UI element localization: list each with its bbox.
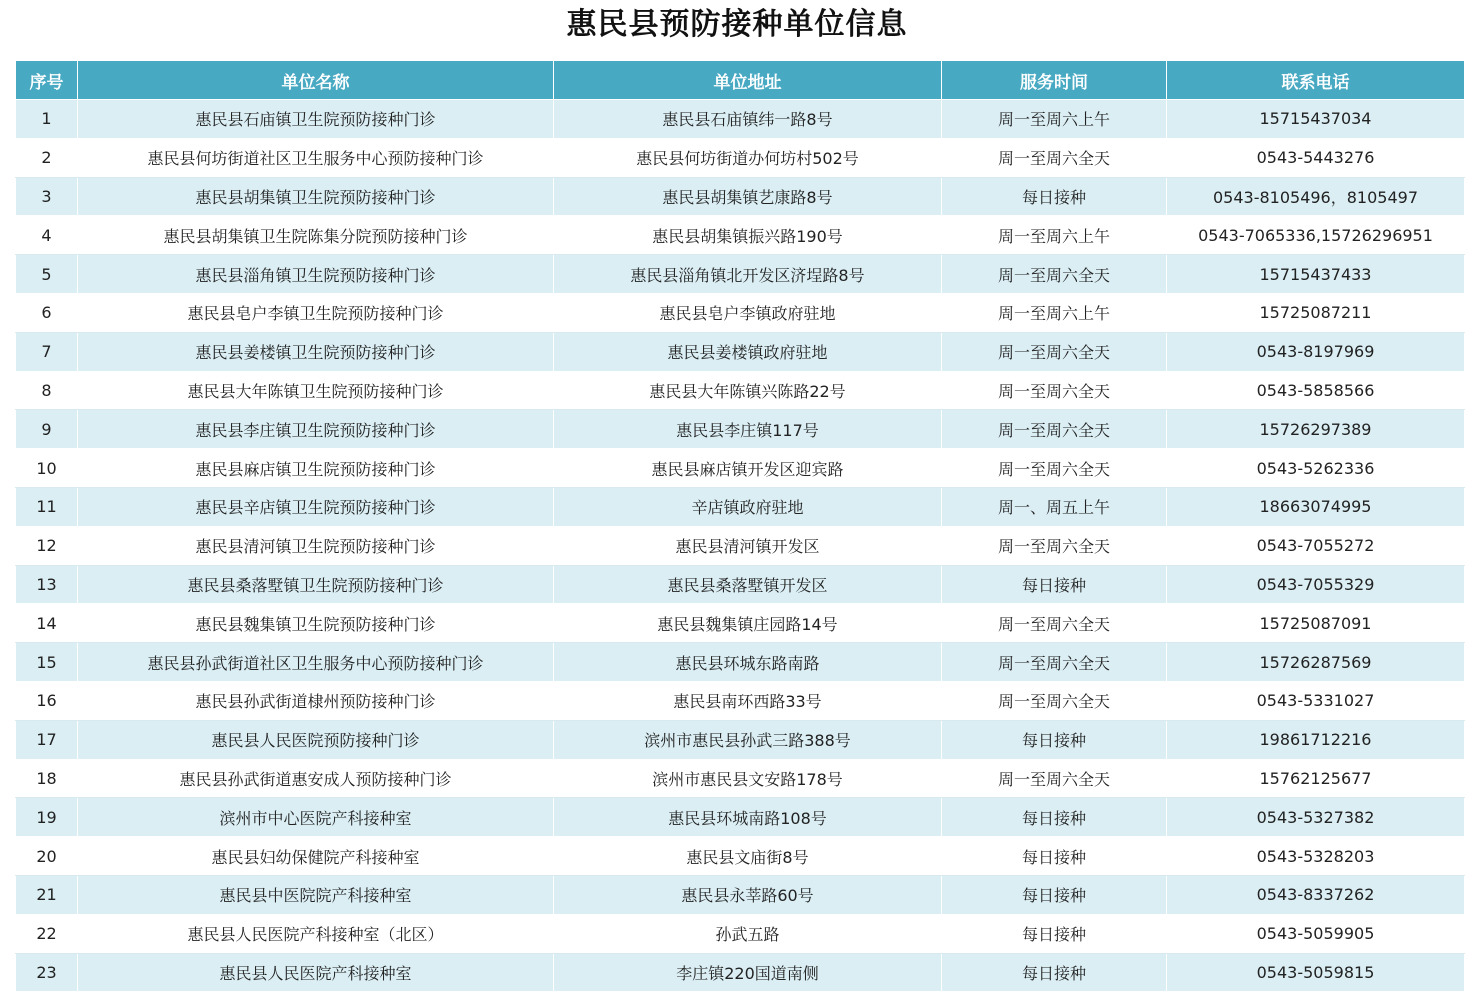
cell-contact-phone: 0543-8197969 (1167, 332, 1465, 371)
cell-contact-phone: 0543-5328203 (1167, 837, 1465, 876)
cell-service-hours: 每日接种 (942, 565, 1167, 604)
cell-index: 4 (16, 216, 78, 255)
cell-contact-phone: 0543-7055329 (1167, 565, 1465, 604)
cell-unit-name: 惠民县辛店镇卫生院预防接种门诊 (78, 487, 554, 526)
cell-index: 7 (16, 332, 78, 371)
cell-index: 15 (16, 643, 78, 682)
cell-contact-phone: 19861712216 (1167, 720, 1465, 759)
cell-service-hours: 周一至周六全天 (942, 759, 1167, 798)
vaccination-units-table-container (15, 60, 1464, 992)
table-row (16, 759, 1465, 798)
cell-service-hours: 每日接种 (942, 914, 1167, 953)
table-row (16, 449, 1465, 488)
cell-contact-phone: 0543-5858566 (1167, 371, 1465, 410)
cell-contact-phone: 0543-8105496，8105497 (1167, 177, 1465, 216)
cell-unit-name: 惠民县何坊街道社区卫生服务中心预防接种门诊 (78, 138, 554, 177)
cell-unit-name: 惠民县人民医院产科接种室 (78, 953, 554, 992)
cell-unit-name: 惠民县淄角镇卫生院预防接种门诊 (78, 255, 554, 294)
table-row (16, 410, 1465, 449)
cell-unit-address: 惠民县永莘路60号 (554, 875, 942, 914)
cell-service-hours: 每日接种 (942, 953, 1167, 992)
cell-unit-address: 惠民县文庙街8号 (554, 837, 942, 876)
cell-unit-address: 惠民县姜楼镇政府驻地 (554, 332, 942, 371)
header-contact-phone: 联系电话 (1167, 61, 1465, 100)
cell-index: 21 (16, 875, 78, 914)
table-row (16, 100, 1465, 139)
cell-index: 22 (16, 914, 78, 953)
cell-service-hours: 每日接种 (942, 798, 1167, 837)
cell-unit-name: 惠民县中医院院产科接种室 (78, 875, 554, 914)
table-row (16, 526, 1465, 565)
cell-contact-phone: 18663074995 (1167, 487, 1465, 526)
table-row (16, 565, 1465, 604)
cell-unit-address: 惠民县何坊街道办何坊村502号 (554, 138, 942, 177)
header-unit-address: 单位地址 (554, 61, 942, 100)
cell-unit-name: 惠民县孙武街道惠安成人预防接种门诊 (78, 759, 554, 798)
table-row (16, 604, 1465, 643)
cell-service-hours: 周一至周六上午 (942, 100, 1167, 139)
cell-service-hours: 周一至周六全天 (942, 410, 1167, 449)
cell-unit-address: 惠民县胡集镇振兴路190号 (554, 216, 942, 255)
cell-service-hours: 周一至周六上午 (942, 293, 1167, 332)
table-body (16, 100, 1465, 992)
cell-contact-phone: 0543-5327382 (1167, 798, 1465, 837)
cell-service-hours: 周一至周六全天 (942, 681, 1167, 720)
cell-unit-name: 滨州市中心医院产科接种室 (78, 798, 554, 837)
cell-index: 14 (16, 604, 78, 643)
vaccination-units-table (15, 60, 1465, 992)
cell-unit-name: 惠民县麻店镇卫生院预防接种门诊 (78, 449, 554, 488)
cell-unit-name: 惠民县人民医院产科接种室（北区） (78, 914, 554, 953)
table-row (16, 643, 1465, 682)
cell-unit-name: 惠民县姜楼镇卫生院预防接种门诊 (78, 332, 554, 371)
cell-unit-name: 惠民县大年陈镇卫生院预防接种门诊 (78, 371, 554, 410)
cell-unit-name: 惠民县桑落墅镇卫生院预防接种门诊 (78, 565, 554, 604)
cell-index: 1 (16, 100, 78, 139)
cell-contact-phone: 15725087211 (1167, 293, 1465, 332)
table-row (16, 332, 1465, 371)
cell-index: 23 (16, 953, 78, 992)
cell-unit-address: 滨州市惠民县孙武三路388号 (554, 720, 942, 759)
cell-unit-name: 惠民县胡集镇卫生院陈集分院预防接种门诊 (78, 216, 554, 255)
table-row (16, 953, 1465, 992)
table-header (16, 61, 1465, 100)
table-row (16, 371, 1465, 410)
cell-unit-name: 惠民县清河镇卫生院预防接种门诊 (78, 526, 554, 565)
cell-index: 8 (16, 371, 78, 410)
table-row (16, 720, 1465, 759)
cell-index: 2 (16, 138, 78, 177)
table-header-row (16, 61, 1465, 100)
table-row (16, 177, 1465, 216)
cell-index: 11 (16, 487, 78, 526)
cell-service-hours: 周一至周六全天 (942, 449, 1167, 488)
cell-unit-address: 惠民县胡集镇艺康路8号 (554, 177, 942, 216)
cell-service-hours: 周一至周六全天 (942, 255, 1167, 294)
cell-contact-phone: 0543-8337262 (1167, 875, 1465, 914)
table-row (16, 681, 1465, 720)
cell-service-hours: 每日接种 (942, 875, 1167, 914)
cell-unit-address: 孙武五路 (554, 914, 942, 953)
cell-service-hours: 周一至周六全天 (942, 604, 1167, 643)
table-row (16, 293, 1465, 332)
cell-unit-name: 惠民县人民医院预防接种门诊 (78, 720, 554, 759)
cell-contact-phone: 0543-5262336 (1167, 449, 1465, 488)
cell-contact-phone: 0543-5331027 (1167, 681, 1465, 720)
cell-index: 20 (16, 837, 78, 876)
table-row (16, 875, 1465, 914)
cell-index: 17 (16, 720, 78, 759)
cell-unit-address: 惠民县麻店镇开发区迎宾路 (554, 449, 942, 488)
cell-service-hours: 周一至周六全天 (942, 138, 1167, 177)
cell-index: 6 (16, 293, 78, 332)
cell-index: 12 (16, 526, 78, 565)
header-index: 序号 (16, 61, 78, 100)
cell-unit-address: 惠民县清河镇开发区 (554, 526, 942, 565)
cell-unit-name: 惠民县皂户李镇卫生院预防接种门诊 (78, 293, 554, 332)
cell-index: 3 (16, 177, 78, 216)
cell-unit-address: 惠民县李庄镇117号 (554, 410, 942, 449)
cell-service-hours: 每日接种 (942, 837, 1167, 876)
cell-index: 9 (16, 410, 78, 449)
cell-contact-phone: 0543-5443276 (1167, 138, 1465, 177)
cell-unit-name: 惠民县孙武街道棣州预防接种门诊 (78, 681, 554, 720)
cell-unit-address: 李庄镇220国道南侧 (554, 953, 942, 992)
cell-index: 16 (16, 681, 78, 720)
table-row (16, 255, 1465, 294)
table-row (16, 914, 1465, 953)
page-title: 惠民县预防接种单位信息 (566, 7, 908, 42)
cell-unit-address: 惠民县魏集镇庄园路14号 (554, 604, 942, 643)
cell-contact-phone: 15725087091 (1167, 604, 1465, 643)
table-row (16, 138, 1465, 177)
cell-unit-address: 滨州市惠民县文安路178号 (554, 759, 942, 798)
table-row (16, 837, 1465, 876)
cell-index: 19 (16, 798, 78, 837)
cell-unit-address: 惠民县环城东路南路 (554, 643, 942, 682)
cell-service-hours: 每日接种 (942, 720, 1167, 759)
header-service-hours: 服务时间 (942, 61, 1167, 100)
cell-unit-name: 惠民县李庄镇卫生院预防接种门诊 (78, 410, 554, 449)
cell-unit-address: 辛店镇政府驻地 (554, 487, 942, 526)
cell-index: 10 (16, 449, 78, 488)
cell-contact-phone: 15715437034 (1167, 100, 1465, 139)
cell-unit-name: 惠民县胡集镇卫生院预防接种门诊 (78, 177, 554, 216)
header-unit-name: 单位名称 (78, 61, 554, 100)
cell-service-hours: 周一至周六上午 (942, 216, 1167, 255)
cell-contact-phone: 15715437433 (1167, 255, 1465, 294)
cell-contact-phone: 15762125677 (1167, 759, 1465, 798)
cell-service-hours: 周一、周五上午 (942, 487, 1167, 526)
cell-service-hours: 周一至周六全天 (942, 371, 1167, 410)
cell-unit-name: 惠民县石庙镇卫生院预防接种门诊 (78, 100, 554, 139)
cell-unit-address: 惠民县石庙镇纬一路8号 (554, 100, 942, 139)
cell-index: 18 (16, 759, 78, 798)
cell-index: 5 (16, 255, 78, 294)
cell-unit-address: 惠民县环城南路108号 (554, 798, 942, 837)
table-row (16, 798, 1465, 837)
cell-unit-name: 惠民县妇幼保健院产科接种室 (78, 837, 554, 876)
cell-unit-address: 惠民县大年陈镇兴陈路22号 (554, 371, 942, 410)
cell-contact-phone: 15726297389 (1167, 410, 1465, 449)
cell-index: 13 (16, 565, 78, 604)
cell-service-hours: 周一至周六全天 (942, 526, 1167, 565)
table-row (16, 216, 1465, 255)
cell-unit-name: 惠民县孙武街道社区卫生服务中心预防接种门诊 (78, 643, 554, 682)
cell-contact-phone: 0543-7055272 (1167, 526, 1465, 565)
cell-service-hours: 每日接种 (942, 177, 1167, 216)
cell-unit-address: 惠民县桑落墅镇开发区 (554, 565, 942, 604)
cell-service-hours: 周一至周六全天 (942, 643, 1167, 682)
cell-contact-phone: 0543-7065336,15726296951 (1167, 216, 1465, 255)
cell-contact-phone: 0543-5059905 (1167, 914, 1465, 953)
cell-unit-address: 惠民县南环西路33号 (554, 681, 942, 720)
cell-contact-phone: 0543-5059815 (1167, 953, 1465, 992)
cell-service-hours: 周一至周六全天 (942, 332, 1167, 371)
cell-unit-name: 惠民县魏集镇卫生院预防接种门诊 (78, 604, 554, 643)
cell-unit-address: 惠民县皂户李镇政府驻地 (554, 293, 942, 332)
table-row (16, 487, 1465, 526)
cell-contact-phone: 15726287569 (1167, 643, 1465, 682)
cell-unit-address: 惠民县淄角镇北开发区济埕路8号 (554, 255, 942, 294)
